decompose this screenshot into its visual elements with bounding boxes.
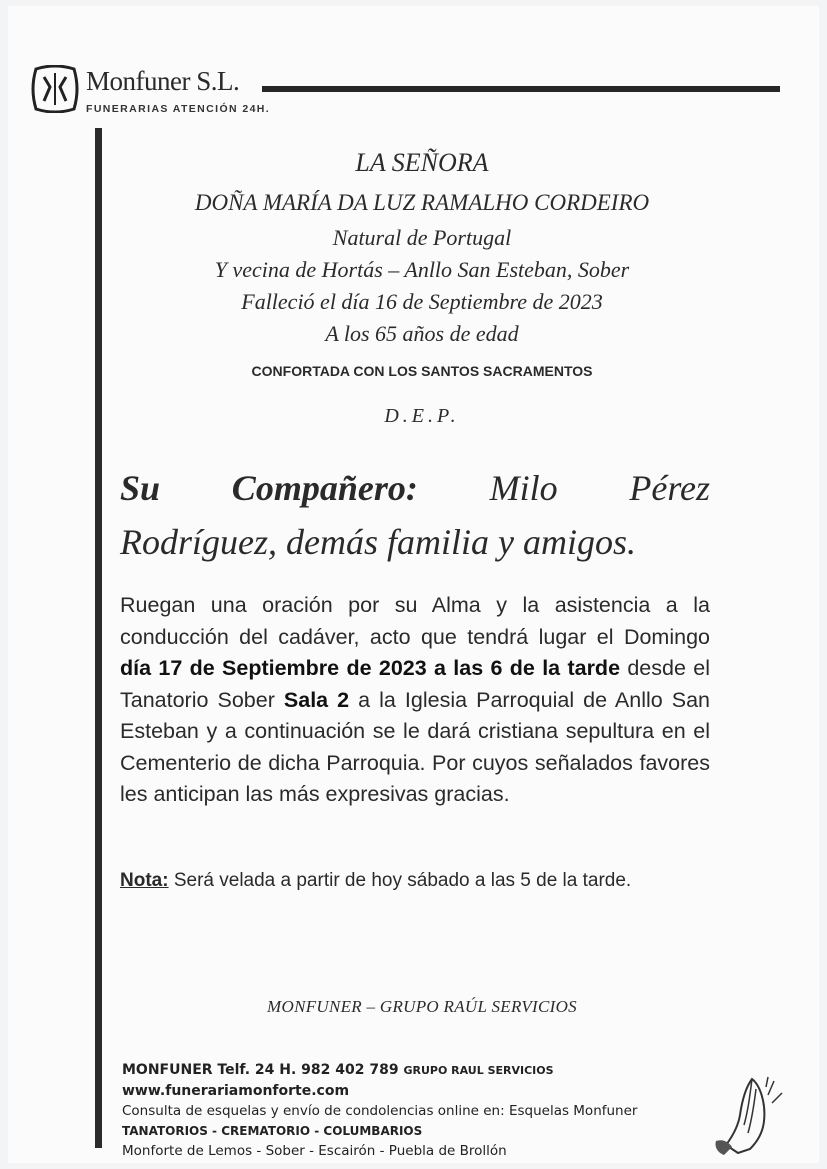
ceremony-date-time: día 17 de Septiembre de 2023 a las 6 de la tarde bbox=[120, 656, 621, 680]
brand-name: Monfuner S.L. bbox=[86, 66, 240, 96]
age-line: A los 65 años de edad bbox=[325, 321, 519, 346]
body-part-3: a la Iglesia Parroquial de Anllo San Esteban y a continuación se le dará cristiana sepultura en el Cementerio de dicha Parroquia. Por cuyos señalados favores les anticipan las más expresivas gracias. bbox=[120, 687, 710, 806]
nota-text: Será velada a partir de hoy sábado a las 5 de la tarde. bbox=[168, 870, 632, 891]
room-label: Sala 2 bbox=[283, 687, 350, 712]
ceremony-paragraph bbox=[120, 590, 710, 811]
family-surname: Pérez bbox=[629, 468, 710, 508]
body-part-2: desde el Tanatorio Sober bbox=[120, 656, 710, 712]
family-line-2: Rodríguez, demás familia y amigos. bbox=[120, 522, 636, 562]
group-signature: MONFUNER – GRUPO RAÚL SERVICIOS bbox=[267, 997, 577, 1016]
footer-phone: MONFUNER Telf. 24 H. 982 402 789 bbox=[122, 1062, 404, 1078]
origin-line: Natural de Portugal bbox=[332, 225, 512, 250]
footer-contact bbox=[122, 1060, 762, 1101]
monfuner-logo-icon bbox=[30, 65, 80, 113]
side-divider bbox=[95, 128, 102, 1148]
praying-hands-icon bbox=[708, 1075, 786, 1157]
obituary-page bbox=[8, 6, 819, 1163]
deceased-name: DOÑA MARÍA DA LUZ RAMALHO CORDEIRO bbox=[194, 190, 650, 215]
nota-line bbox=[120, 870, 720, 892]
footer-website: www.funerariamonforte.com bbox=[122, 1083, 350, 1099]
residence-line: Y vecina de Hortás – Anllo San Esteban, Sober bbox=[214, 257, 630, 282]
footer bbox=[122, 1060, 762, 1161]
footer-services: TANATORIOS - CREMATORIO - COLUMBARIOS bbox=[122, 1124, 423, 1138]
body-part-1: Ruegan una oración por su Alma y la asistencia a la conducción del cadáver, acto que tendrá lugar el Domingo bbox=[120, 593, 710, 649]
footer-locations: Monforte de Lemos - Sober - Escairón - Puebla de Brollón bbox=[122, 1143, 507, 1159]
death-date-line: Falleció el día 16 de Septiembre de 2023 bbox=[241, 289, 603, 314]
brand-tagline: FUNERARIAS ATENCIÓN 24H. bbox=[86, 103, 271, 115]
nota-label: Nota: bbox=[120, 870, 169, 891]
notice-title: LA SEÑORA bbox=[355, 148, 489, 177]
footer-online: Consulta de esquelas y envío de condolencias online en: Esquelas Monfuner bbox=[122, 1103, 638, 1119]
family-line-1 bbox=[120, 462, 710, 514]
family-first-name: Milo bbox=[489, 468, 558, 508]
sacraments-line: CONFORTADA CON LOS SANTOS SACRAMENTOS bbox=[251, 363, 593, 379]
footer-group: GRUPO RAUL SERVICIOS bbox=[403, 1064, 554, 1077]
rip-line: D.E.P. bbox=[384, 405, 460, 427]
header-divider bbox=[262, 86, 780, 92]
family-label: Su Compañero: bbox=[120, 468, 418, 508]
